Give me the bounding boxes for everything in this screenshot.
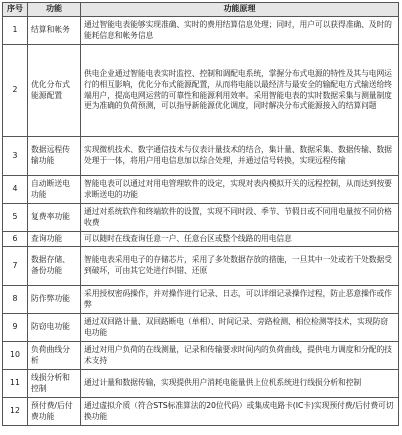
table-row — [3, 176, 399, 204]
row-function: 结算和帐务 — [28, 17, 81, 45]
row-function: 复费率功能 — [28, 204, 81, 232]
table-row — [3, 398, 399, 426]
row-principle: 采用授权密码操作，并对操作进行记录、日志，可以详细记录操作过程，防止恶意操作或作弊 — [81, 286, 399, 314]
table-row — [3, 45, 399, 137]
row-principle: 供电企业通过智能电表实时监控、控制和调配电系统，掌握分布式电源的特性及其与电网运行的相互影响，优化分布式能源配置，从而将电能以最经济与最安全的输配电方式输送给终端用户，提高电网运营的可靠性和能源利用效率。采用智能电表的实时数据采集与测量制度更为准确的负荷预测，可以指导新能源优化调度，同时解决分布式能源接入的结算问题 — [81, 45, 399, 137]
row-function: 查询功能 — [28, 232, 81, 247]
row-principle: 通过对用户负荷的在线测量，记录和传输要求时间内的负荷曲线，提供电力调度和分配的技术支持 — [81, 342, 399, 370]
row-index: 4 — [3, 176, 28, 204]
row-index: 11 — [3, 370, 28, 398]
row-index: 10 — [3, 342, 28, 370]
table-row — [3, 370, 399, 398]
table-row — [3, 204, 399, 232]
table-row — [3, 17, 399, 45]
row-index: 8 — [3, 286, 28, 314]
table-row — [3, 247, 399, 286]
row-function: 预付费/后付费功能 — [28, 398, 81, 426]
function-table — [2, 2, 399, 426]
row-function: 数据远程传输功能 — [28, 137, 81, 176]
table-row — [3, 286, 399, 314]
row-principle: 通过计量和数据传输，实现提供用户消耗电能量供上位机系统进行线损分析和控制 — [81, 370, 399, 398]
header-index: 序号 — [3, 3, 28, 17]
row-index: 3 — [3, 137, 28, 176]
row-index: 2 — [3, 45, 28, 137]
row-function: 数据存储、备份功能 — [28, 247, 81, 286]
table-row — [3, 342, 399, 370]
row-function: 防作弊功能 — [28, 286, 81, 314]
table-row — [3, 232, 399, 247]
row-index: 1 — [3, 17, 28, 45]
row-index: 5 — [3, 204, 28, 232]
header-function: 功能 — [28, 3, 81, 17]
row-principle: 智能电表可以通过对用电管理软件的设定，实现对表内模拟开关的远程控制，从而达到按要求断送电的功能 — [81, 176, 399, 204]
row-principle: 通过对系统软件和终端软件的设置，实现不同时段、季节、节假日或不同用电量按不同价格收费 — [81, 204, 399, 232]
row-index: 6 — [3, 232, 28, 247]
table-row — [3, 137, 399, 176]
row-function: 负荷曲线分析 — [28, 342, 81, 370]
row-principle: 智能电表采用电子的存储芯片，采用了多处数据存放的措施，一旦其中一处或若干处数据受到破坏，可由其它处进行纠错、还原 — [81, 247, 399, 286]
header-principle: 功能原理 — [81, 3, 399, 17]
row-principle: 通过虚拟介质（符合STS标准算法的20位代码）或集成电路卡(IC卡)实现预付费/后付费可切换功能 — [81, 398, 399, 426]
row-principle: 可以随时在线查询任意一户、任意台区或整个线路的用电信息 — [81, 232, 399, 247]
table-header-row — [3, 3, 399, 17]
row-principle: 通过智能电表能够实现准确、实时的费用结算信息处理；同时，用户可以获得准确、及时的能耗信息和帐务信息 — [81, 17, 399, 45]
row-index: 7 — [3, 247, 28, 286]
row-principle: 实现微机技术、数字通信技术与仪表计量技术的结合，集计量、数据采集、数据传输、数据处理于一体，将用户用电信息加以综合处理，并通过信号转换，实现远程传输 — [81, 137, 399, 176]
row-index: 9 — [3, 314, 28, 342]
row-function: 防窃电功能 — [28, 314, 81, 342]
table-row — [3, 314, 399, 342]
row-principle: 通过双回路计量、双回路断电（单相）、时间记录、旁路检测、相位检测等技术，实现防窃电功能 — [81, 314, 399, 342]
row-function: 线损分析和控制 — [28, 370, 81, 398]
row-function: 自动断送电功能 — [28, 176, 81, 204]
row-function: 优化分布式能源配置 — [28, 45, 81, 137]
row-index: 12 — [3, 398, 28, 426]
